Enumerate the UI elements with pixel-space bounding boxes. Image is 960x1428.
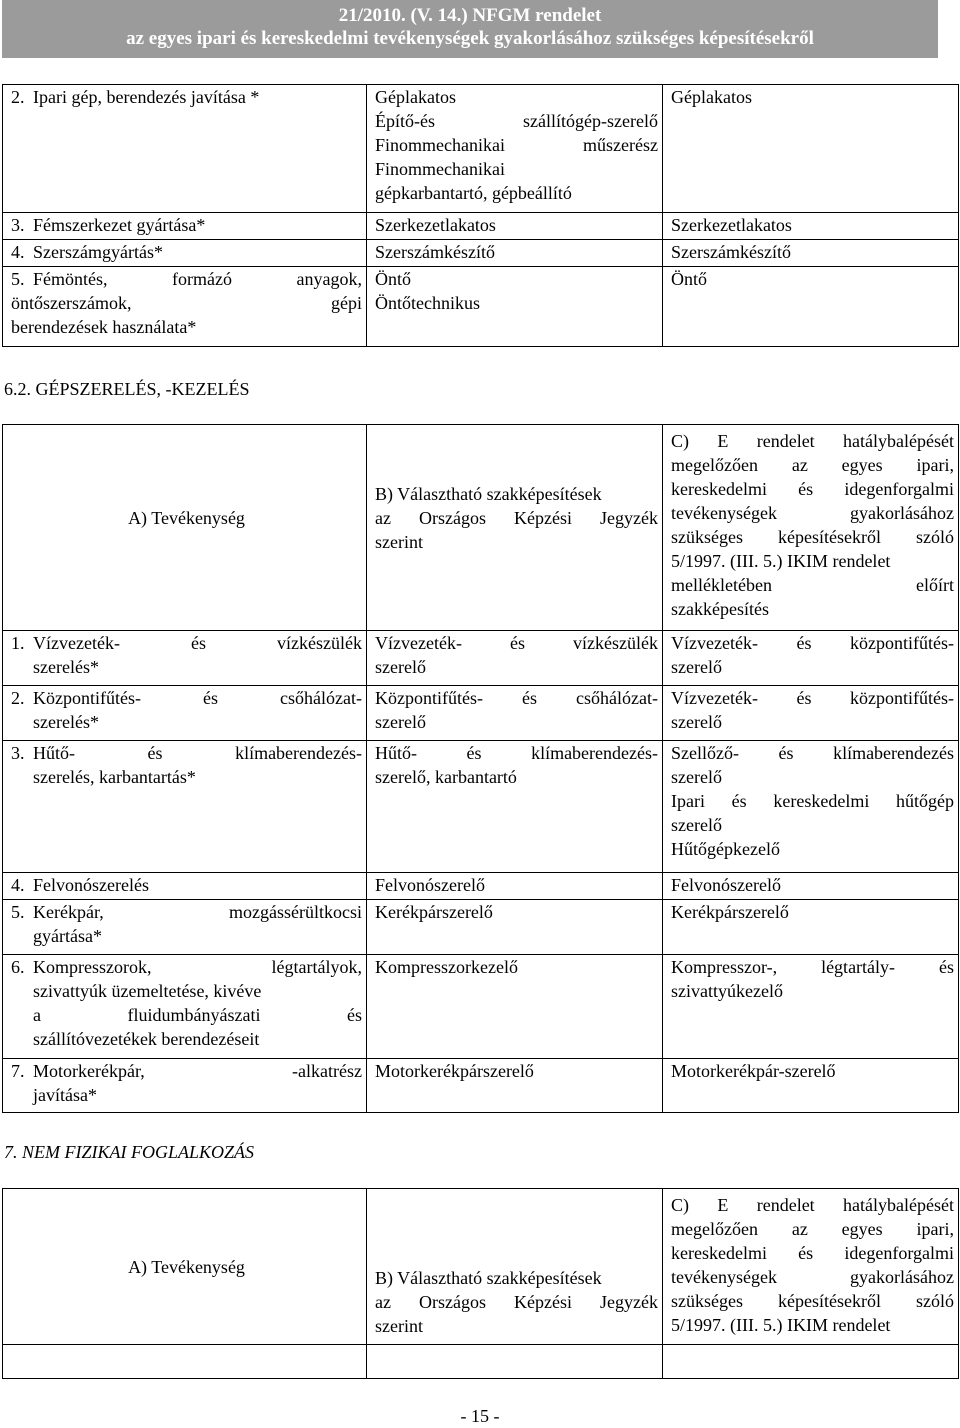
table-row [3,213,959,240]
activity-cell: 2. Központifűtés- és csőhálózat- szerelés* [3,686,367,741]
activity-cell: 6. Kompresszorok, légtartályok, szivattyúk üzemeltetése, kivéve a fluidumbányászati és szállítóvezetékek berendezéseit [3,955,367,1059]
activity-cell: 3. Hűtő- és klímaberendezés- szerelés, karbantartás* [3,741,367,873]
optional-qualification-cell: Vízvezeték- és vízkészülék szerelő [367,631,663,686]
table-row [3,1345,959,1379]
activity-cell: 4. Felvonószerelés [3,873,367,900]
column-header-prior: C) E rendelet hatálybalépését megelőzően az egyes ipari, kereskedelmi és idegenforgalmi tevékenységek gyakorlásához szükséges képesítésekről szóló 5/1997. (III. 5.) IKIM rendelet mellékletében előírt szakképesítés [663,425,959,631]
activity-cell: 5. Kerékpár, mozgássérültkocsi gyártása* [3,900,367,955]
activity-cell: 7. Motorkerékpár, -alkatrész javítása* [3,1059,367,1113]
optional-qualification-cell: Kompresszorkezelő [367,955,663,1059]
table-row [3,955,959,1059]
table-header-row [3,1189,959,1345]
document-header [2,0,938,58]
optional-qualification-cell: Kerékpárszerelő [367,900,663,955]
qualification-table [2,424,959,1113]
optional-qualification-cell: Géplakatos Építő-és szállítógép-szerelő Finommechanikai műszerész Finommechanikai gépkarbantartó, gépbeállító [367,85,663,213]
activity-cell: 1. Vízvezeték- és vízkészülék szerelés* [3,631,367,686]
table-header-row [3,425,959,631]
prior-qualification-cell: Géplakatos [663,85,959,213]
header-subtitle: az egyes ipari és kereskedelmi tevékenységek gyakorlásához szükséges képesítésekről [126,28,814,49]
prior-qualification-cell: Kompresszor-, légtartály- és szivattyúkezelő [663,955,959,1059]
prior-qualification-cell: Szellőző- és klímaberendezés szerelő Ipari és kereskedelmi hűtőgép szerelő Hűtőgépkezelő [663,741,959,873]
table-row [3,85,959,213]
table-row [3,873,959,900]
prior-qualification-cell: Öntő [663,267,959,347]
table-row [3,267,959,347]
table-row [3,1059,959,1113]
table-row [3,686,959,741]
prior-qualification-cell: Motorkerékpár-szerelő [663,1059,959,1113]
table-continuation [2,84,959,347]
table-row [3,240,959,267]
optional-qualification-cell: Öntő Öntőtechnikus [367,267,663,347]
section-heading: 6.2. GÉPSZERELÉS, -KEZELÉS [4,379,250,399]
optional-qualification-cell: Központifűtés- és csőhálózat- szerelő [367,686,663,741]
table-row [3,631,959,686]
header-title: 21/2010. (V. 14.) NFGM rendelet [338,5,602,26]
section-heading: 7. NEM FIZIKAI FOGLALKOZÁS [4,1142,255,1162]
optional-qualification-cell: Motorkerékpárszerelő [367,1059,663,1113]
activity-cell: 3. Fémszerkezet gyártása* [3,213,367,240]
column-header-activity: A) Tevékenység [3,1189,367,1345]
prior-qualification-cell: Szerkezetlakatos [663,213,959,240]
optional-qualification-cell: Szerszámkészítő [367,240,663,267]
activity-cell: 5. Fémöntés, formázó anyagok, öntőszerszámok, gépi berendezések használata* [3,267,367,347]
table-row [3,900,959,955]
prior-qualification-cell: Kerékpárszerelő [663,900,959,955]
table-row [3,741,959,873]
activity-cell: 2. Ipari gép, berendezés javítása * [3,85,367,213]
qualification-table [2,1188,959,1379]
column-header-activity: A) Tevékenység [3,425,367,631]
column-header-optional: B) Választható szakképesítések az Országos Képzési Jegyzék szerint [367,1189,663,1345]
prior-qualification-cell: Felvonószerelő [663,873,959,900]
page-number: - 15 - [460,1406,500,1426]
prior-qualification-cell: Vízvezeték- és központifűtés- szerelő [663,631,959,686]
column-header-optional: B) Választható szakképesítések az Országos Képzési Jegyzék szerint [367,425,663,631]
prior-qualification-cell: Vízvezeték- és központifűtés- szerelő [663,686,959,741]
column-header-prior: C) E rendelet hatálybalépését megelőzően az egyes ipari, kereskedelmi és idegenforgalmi tevékenységek gyakorlásához szükséges képesítésekről szóló 5/1997. (III. 5.) IKIM rendelet [663,1189,959,1345]
optional-qualification-cell: Szerkezetlakatos [367,213,663,240]
prior-qualification-cell: Szerszámkészítő [663,240,959,267]
optional-qualification-cell: Hűtő- és klímaberendezés- szerelő, karbantartó [367,741,663,873]
optional-qualification-cell: Felvonószerelő [367,873,663,900]
activity-cell: 4. Szerszámgyártás* [3,240,367,267]
